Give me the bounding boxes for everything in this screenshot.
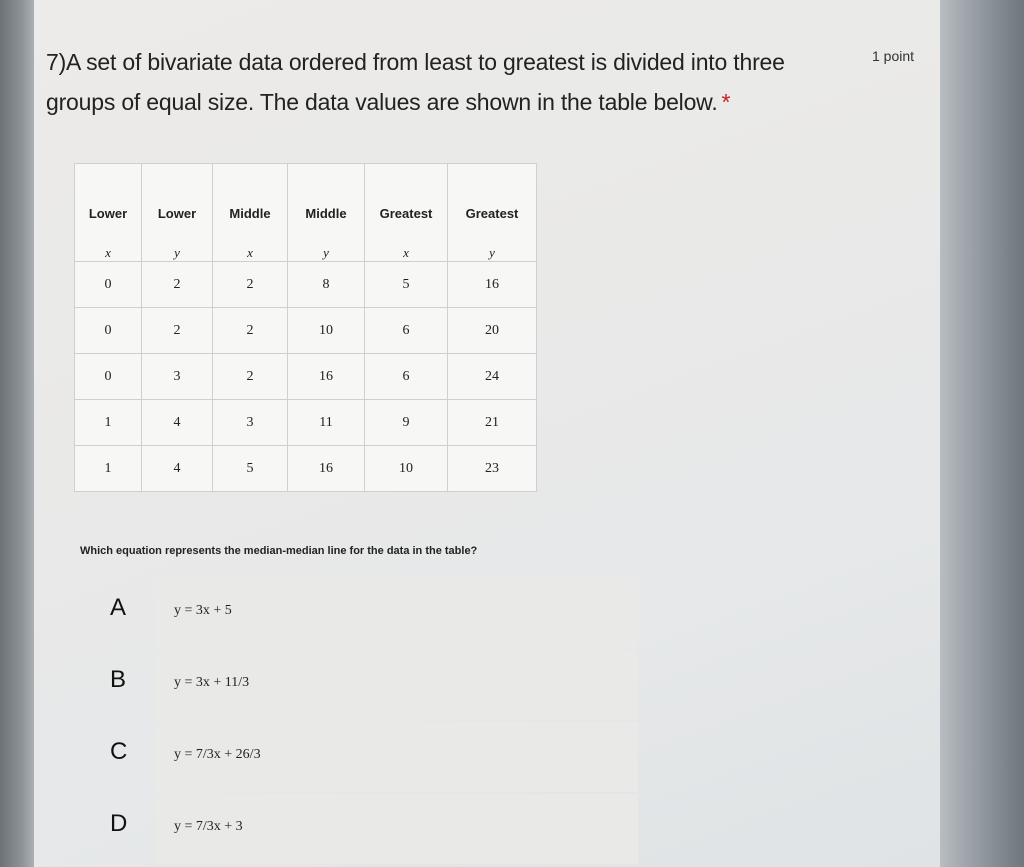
option-a-letter: A — [110, 594, 127, 621]
table-cell: 16 — [288, 446, 365, 492]
table-header: Lower y — [142, 164, 213, 262]
table-cell: 6 — [365, 354, 448, 400]
table-header: Middle y — [288, 164, 365, 262]
table-header: Lower x — [75, 164, 142, 262]
table-cell: 11 — [288, 400, 365, 446]
option-d-equation: y = 7/3x + 3 — [174, 819, 243, 834]
table-cell: 2 — [213, 354, 288, 400]
table-cell: 9 — [365, 400, 448, 446]
option-d[interactable] — [78, 794, 638, 864]
table-row — [75, 446, 537, 492]
table-cell: 5 — [213, 446, 288, 492]
table-cell: 10 — [365, 446, 448, 492]
option-b[interactable] — [78, 650, 638, 720]
table-cell: 16 — [448, 262, 537, 308]
table-cell: 2 — [213, 262, 288, 308]
points-label: 1 point — [872, 48, 915, 64]
option-c[interactable] — [78, 722, 638, 792]
table-header: Middle x — [213, 164, 288, 262]
option-a[interactable] — [78, 578, 638, 648]
table-cell: 0 — [75, 262, 142, 308]
table-row — [75, 262, 537, 308]
table-cell: 16 — [288, 354, 365, 400]
table-header: Greatest x — [365, 164, 448, 262]
table-cell: 5 — [365, 262, 448, 308]
table-cell: 2 — [213, 308, 288, 354]
table-cell: 6 — [365, 308, 448, 354]
required-mark: * — [721, 89, 731, 115]
table-cell: 8 — [288, 262, 365, 308]
table-row — [75, 308, 537, 354]
table-cell: 21 — [448, 400, 537, 446]
option-c-equation: y = 7/3x + 26/3 — [174, 747, 261, 762]
table-cell: 20 — [448, 308, 537, 354]
table-cell: 3 — [213, 400, 288, 446]
table-cell: 24 — [448, 354, 537, 400]
table-cell: 1 — [75, 400, 142, 446]
table-header: Greatest y — [448, 164, 537, 262]
table-cell: 10 — [288, 308, 365, 354]
table-cell: 0 — [75, 354, 142, 400]
option-b-equation: y = 3x + 11/3 — [174, 675, 250, 690]
option-d-letter: D — [110, 810, 128, 837]
table-cell: 4 — [142, 400, 213, 446]
table-row — [75, 354, 537, 400]
question-text: 7)A set of bivariate data ordered from least to greatest is divided into three groups of equal size. The data values are shown in the table below. — [46, 49, 785, 115]
table-cell: 23 — [448, 446, 537, 492]
table-cell: 2 — [142, 262, 213, 308]
table-cell: 1 — [75, 446, 142, 492]
option-a-equation: y = 3x + 5 — [174, 603, 232, 618]
option-c-letter: C — [110, 738, 128, 765]
option-b-letter: B — [110, 666, 127, 693]
table-cell: 3 — [142, 354, 213, 400]
table-cell: 4 — [142, 446, 213, 492]
table-cell: 2 — [142, 308, 213, 354]
table-header-row — [75, 164, 537, 262]
sub-question-prompt: Which equation represents the median-median line for the data in the table? — [80, 545, 478, 557]
data-table — [74, 163, 537, 492]
table-row — [75, 400, 537, 446]
question-text-block — [46, 42, 826, 122]
table-cell: 0 — [75, 308, 142, 354]
